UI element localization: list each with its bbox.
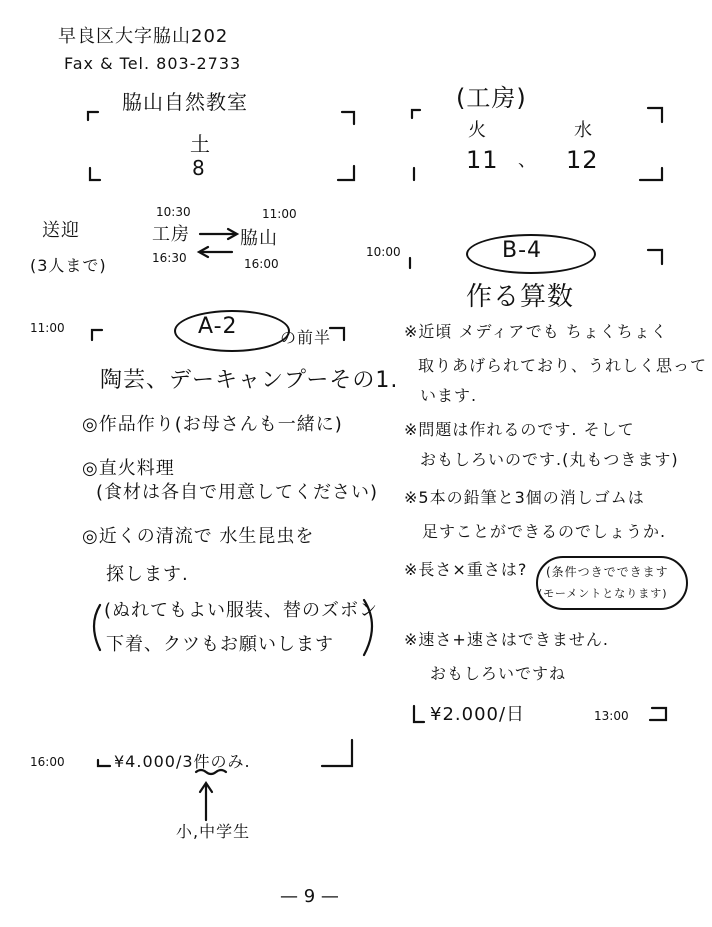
program-b-line: おもしろいのです.(丸もつきます) xyxy=(420,450,679,469)
corner-bl-a xyxy=(98,760,110,766)
program-a-code: A-2 xyxy=(198,314,238,339)
program-b-condition-1: (条件つきでできます xyxy=(546,565,669,579)
program-b-line: ※速さ+速さはできません. xyxy=(404,630,609,649)
corner-tl-a xyxy=(92,330,102,340)
program-b-line: います. xyxy=(420,386,478,405)
program-b-line: 足すことができるのでしょうか. xyxy=(422,522,667,541)
program-b-end-time: 13:00 xyxy=(594,709,629,723)
corner-bl-b xyxy=(414,706,424,722)
corner-tl-classroom xyxy=(88,112,98,120)
pickup-label: 送迎 xyxy=(42,220,80,241)
program-b-line: おもしろいですね xyxy=(430,664,567,683)
time-return-end: 16:00 xyxy=(244,257,279,271)
program-b-code: B-4 xyxy=(502,238,543,263)
program-a-item: (食材は各自で用意してください) xyxy=(96,482,379,503)
corner-br-a xyxy=(322,740,352,766)
corner-tl-workshop xyxy=(412,110,420,118)
program-b-title: 作る算数 xyxy=(466,282,575,312)
program-a-item: ◎近くの清流で 水生昆虫を xyxy=(82,526,315,547)
program-b-line: ※近頃 メディアでも ちょくちょく xyxy=(404,322,668,341)
workshop-title: (工房) xyxy=(456,84,527,112)
classroom-name: 脇山自然教室 xyxy=(122,90,248,114)
program-a-note: 下着、クツもお願いします xyxy=(106,634,334,655)
corner-tr-classroom xyxy=(342,112,354,124)
address: 早良区大字脇山202 xyxy=(58,26,229,47)
contact: Fax & Tel. 803-2733 xyxy=(64,54,242,73)
day-saturday: 土 xyxy=(190,132,211,156)
program-a-end-time: 16:00 xyxy=(30,755,65,769)
corner-br-classroom xyxy=(338,166,354,180)
program-b-condition-2: (モーメントとなります) xyxy=(538,587,668,600)
program-b-line: ※長さ×重さは? xyxy=(404,560,528,579)
pickup-from: 工房 xyxy=(152,224,190,245)
program-b-line: ※問題は作れるのです. そして xyxy=(404,420,635,439)
program-a-start-time: 11:00 xyxy=(30,321,65,335)
day-wednesday: 水 xyxy=(574,120,593,141)
program-a-note: (ぬれてもよい服装、替のズボン xyxy=(104,600,379,621)
program-a-title: 陶芸、デーキャンプーその1. xyxy=(100,368,399,393)
date-tuesday: 11 xyxy=(466,146,499,174)
corner-tr-b xyxy=(648,250,662,264)
pickup-to: 脇山 xyxy=(240,228,278,249)
pickup-note: (3人まで) xyxy=(30,256,107,275)
program-a-target: 小,中学生 xyxy=(176,822,251,841)
date-wednesday: 12 xyxy=(566,146,599,174)
time-arrive: 11:00 xyxy=(262,207,297,221)
paren-left-a xyxy=(94,605,100,650)
program-a-item: 探します. xyxy=(106,564,189,585)
program-a-price: ¥4.000/3件のみ. xyxy=(114,752,251,771)
corner-tr-workshop xyxy=(648,108,662,122)
corner-br-b xyxy=(650,708,666,720)
corner-br-workshop xyxy=(640,168,662,180)
program-a-suffix: の前半 xyxy=(280,328,332,347)
program-b-line: ※5本の鉛筆と3個の消しゴムは xyxy=(404,488,645,507)
corner-tr-a xyxy=(330,328,344,340)
date-saturday: 8 xyxy=(192,156,206,180)
time-depart: 10:30 xyxy=(156,205,191,219)
program-b-start-time: 10:00 xyxy=(366,245,401,259)
time-return-start: 16:30 xyxy=(152,251,187,265)
program-a-item: ◎直火料理 xyxy=(82,458,175,479)
program-b-price: ¥2.000/日 xyxy=(430,704,526,725)
date-separator: 、 xyxy=(518,150,537,171)
corner-bl-classroom xyxy=(90,168,100,180)
program-b-line: 取りあげられており、うれしく思って xyxy=(418,356,708,375)
page-number: — 9 — xyxy=(280,886,339,907)
day-tuesday: 火 xyxy=(468,120,487,141)
program-a-item: ◎作品作り(お母さんも一緒に) xyxy=(82,414,343,435)
